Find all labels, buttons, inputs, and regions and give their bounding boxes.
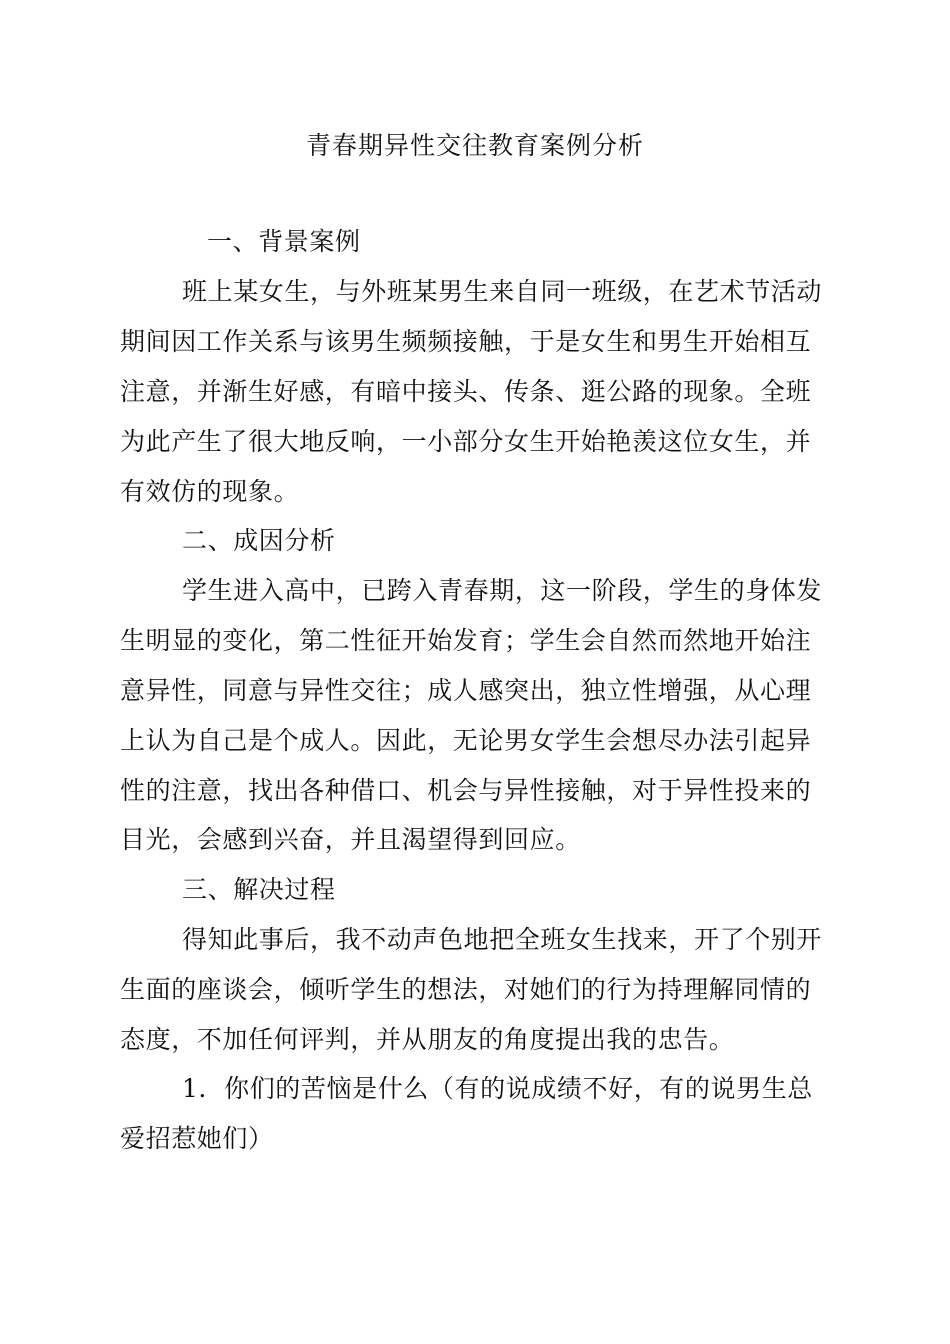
document-title: 青春期异性交往教育案例分析 [305,131,644,160]
paragraph-line: 意异性，同意与异性交往；成人感突出，独立性增强，从心理 [120,676,812,705]
paragraph-line: 注意，并渐生好感，有暗中接头、传条、逛公路的现象。全班 [120,377,812,406]
paragraph-line: 生面的座谈会，倾听学生的想法，对她们的行为持理解同情的 [120,975,812,1004]
paragraph-line: 有效仿的现象。 [120,477,300,506]
paragraph-line: 态度，不加任何评判，并从朋友的角度提出我的忠告。 [120,1025,735,1054]
paragraph-line: 生明显的变化，第二性征开始发育；学生会自然而然地开始注 [120,626,812,655]
section-heading-background: 一、背景案例 [207,227,361,256]
paragraph-line: 得知此事后，我不动声色地把全班女生找来，开了个别开 [182,925,823,954]
numbered-item-line: 1．你们的苦恼是什么（有的说成绩不好，有的说男生总 [182,1074,813,1103]
paragraph-line: 为此产生了很大地反响，一小部分女生开始艳羡这位女生，并 [120,427,812,456]
paragraph-line: 性的注意，找出各种借口、机会与异性接触，对于异性投来的 [120,776,812,805]
numbered-item-line: 爱招惹她们） [120,1124,274,1153]
paragraph-line: 上认为自己是个成人。因此，无论男女学生会想尽办法引起异 [120,726,812,755]
paragraph-line: 学生进入高中，已跨入青春期，这一阶段，学生的身体发 [182,576,823,605]
paragraph-line: 期间因工作关系与该男生频频接触，于是女生和男生开始相互 [120,327,812,356]
paragraph-line: 班上某女生，与外班某男生来自同一班级，在艺术节活动 [182,277,823,306]
section-heading-solution-process: 三、解决过程 [182,875,336,904]
section-heading-cause-analysis: 二、成因分析 [182,526,336,555]
paragraph-line: 目光，会感到兴奋，并且渴望得到回应。 [120,825,581,854]
